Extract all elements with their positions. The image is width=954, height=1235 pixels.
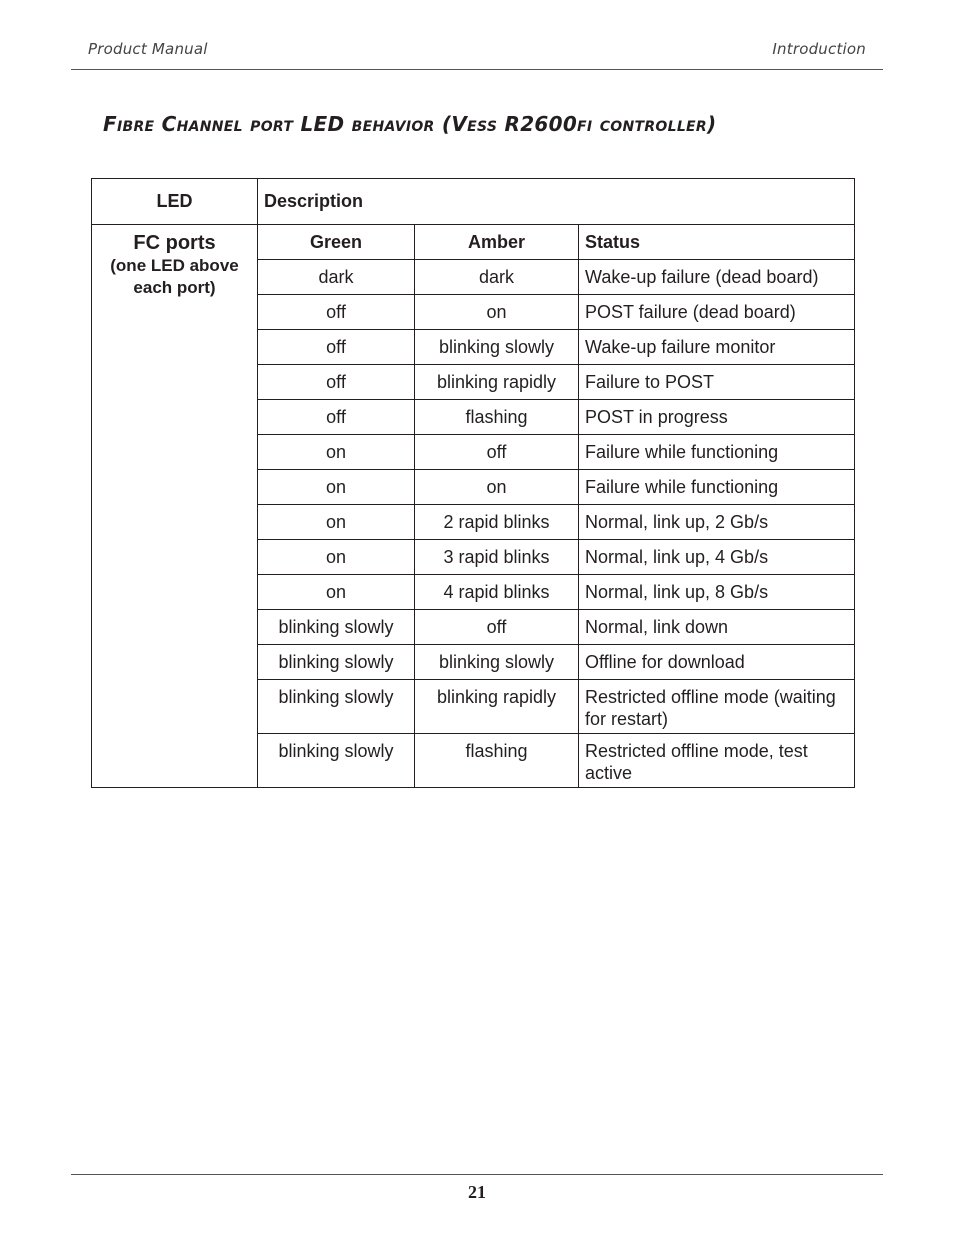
amber-cell: flashing — [415, 734, 579, 788]
green-cell: off — [258, 365, 415, 400]
led-behavior-table — [91, 178, 855, 788]
green-cell: off — [258, 330, 415, 365]
amber-cell: 2 rapid blinks — [415, 505, 579, 540]
green-cell: on — [258, 540, 415, 575]
table-subheader-row — [92, 225, 855, 260]
status-cell: Normal, link down — [579, 610, 855, 645]
footer-rule — [71, 1174, 883, 1175]
status-cell: Failure while functioning — [579, 470, 855, 505]
green-cell: on — [258, 435, 415, 470]
status-cell: Restricted offline mode (waiting for restart) — [579, 680, 855, 734]
amber-cell: off — [415, 610, 579, 645]
green-cell: on — [258, 470, 415, 505]
green-cell: blinking slowly — [258, 680, 415, 734]
fc-ports-label: FC ports — [133, 232, 216, 254]
green-cell: blinking slowly — [258, 645, 415, 680]
status-cell: Wake-up failure monitor — [579, 330, 855, 365]
green-cell: blinking slowly — [258, 734, 415, 788]
green-cell: off — [258, 295, 415, 330]
status-cell: Normal, link up, 4 Gb/s — [579, 540, 855, 575]
fc-ports-note: (one LED above each port) — [110, 256, 239, 297]
amber-cell: blinking rapidly — [415, 365, 579, 400]
amber-cell: 3 rapid blinks — [415, 540, 579, 575]
amber-cell: blinking slowly — [415, 645, 579, 680]
page-number: 21 — [468, 1182, 486, 1202]
header-description: Description — [258, 179, 855, 225]
amber-cell: blinking slowly — [415, 330, 579, 365]
table-header-row — [92, 179, 855, 225]
amber-cell: 4 rapid blinks — [415, 575, 579, 610]
status-cell: Normal, link up, 2 Gb/s — [579, 505, 855, 540]
green-cell: on — [258, 575, 415, 610]
amber-cell: off — [415, 435, 579, 470]
status-cell: Offline for download — [579, 645, 855, 680]
green-cell: dark — [258, 260, 415, 295]
running-header-right: Introduction — [772, 40, 866, 58]
header-led: LED — [92, 179, 258, 225]
subheader-amber: Amber — [415, 225, 579, 260]
running-header-left: Product Manual — [88, 40, 208, 58]
fc-ports-cell — [92, 225, 258, 788]
amber-cell: on — [415, 470, 579, 505]
amber-cell: blinking rapidly — [415, 680, 579, 734]
green-cell: on — [258, 505, 415, 540]
subheader-green: Green — [258, 225, 415, 260]
section-title: Fibre Channel port LED behavior (Vess R2600fi controller) — [103, 112, 717, 136]
status-cell: Normal, link up, 8 Gb/s — [579, 575, 855, 610]
status-cell: POST failure (dead board) — [579, 295, 855, 330]
header-rule — [71, 69, 883, 70]
amber-cell: dark — [415, 260, 579, 295]
status-cell: Failure to POST — [579, 365, 855, 400]
amber-cell: on — [415, 295, 579, 330]
amber-cell: flashing — [415, 400, 579, 435]
green-cell: off — [258, 400, 415, 435]
green-cell: blinking slowly — [258, 610, 415, 645]
status-cell: Wake-up failure (dead board) — [579, 260, 855, 295]
subheader-status: Status — [579, 225, 855, 260]
status-cell: POST in progress — [579, 400, 855, 435]
status-cell: Failure while functioning — [579, 435, 855, 470]
status-cell: Restricted offline mode, test active — [579, 734, 855, 788]
